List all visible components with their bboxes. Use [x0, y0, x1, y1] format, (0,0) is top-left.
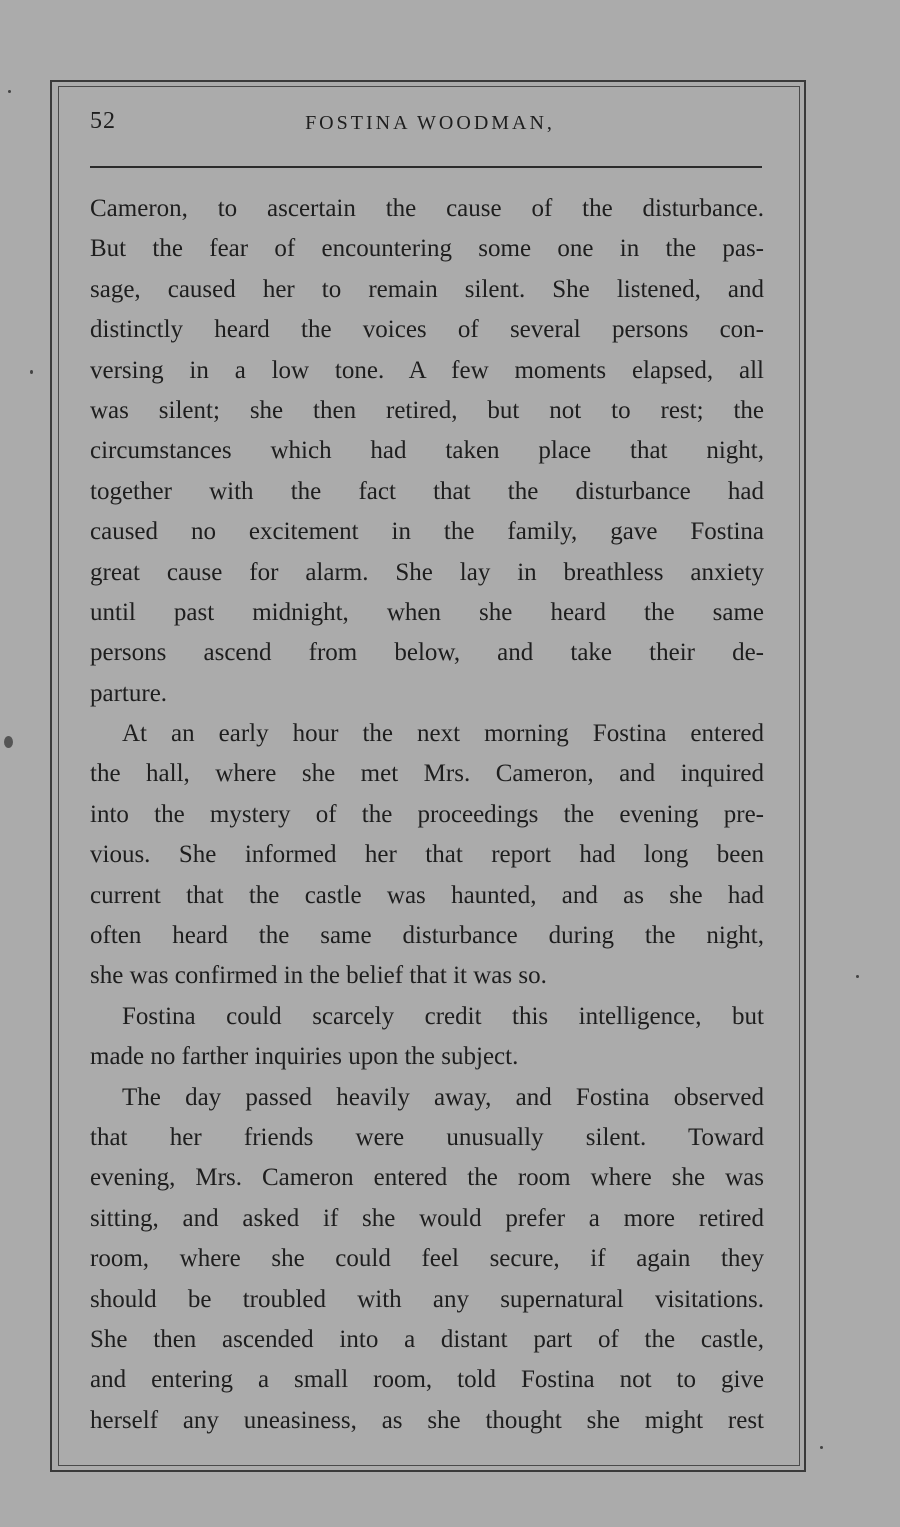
- text-line: made no farther inquiries upon the subject.: [90, 1043, 519, 1071]
- text-line: often heard the same disturbance during the night,: [90, 922, 764, 950]
- header-rule: [90, 166, 762, 168]
- scan-speck: [30, 370, 33, 374]
- text-line: sage, caused her to remain silent. She listened, and: [90, 275, 764, 303]
- text-line: into the mystery of the proceedings the evening pre-: [90, 800, 764, 828]
- text-line: Fostina could scarcely credit this intelligence, but: [122, 1002, 764, 1030]
- text-line: current that the castle was haunted, and as she had: [90, 881, 764, 909]
- text-line: together with the fact that the disturbance had: [90, 477, 764, 505]
- text-line: sitting, and asked if she would prefer a more retired: [90, 1204, 764, 1232]
- text-line: should be troubled with any supernatural visitations.: [90, 1285, 764, 1313]
- text-line: At an early hour the next morning Fostina entered: [122, 720, 764, 748]
- text-line: herself any uneasiness, as she thought she might rest: [90, 1406, 764, 1434]
- text-line: room, where she could feel secure, if again they: [90, 1245, 764, 1273]
- text-line: persons ascend from below, and take their de-: [90, 639, 764, 667]
- body-text: [90, 189, 764, 1441]
- text-line: vious. She informed her that report had long been: [90, 841, 764, 869]
- running-head: FOSTINA WOODMAN,: [305, 112, 555, 134]
- scan-speck: [856, 975, 859, 978]
- scan-speck: [4, 736, 13, 748]
- text-line: that her friends were unusually silent. Toward: [90, 1123, 764, 1151]
- text-line: was silent; she then retired, but not to rest; the: [90, 396, 764, 424]
- text-line: distinctly heard the voices of several persons con-: [90, 316, 764, 344]
- page-number: 52: [90, 108, 116, 134]
- page-header: [90, 108, 762, 144]
- scan-speck: [820, 1446, 823, 1449]
- text-line: until past midnight, when she heard the same: [90, 598, 764, 626]
- text-line: evening, Mrs. Cameron entered the room where she was: [90, 1164, 764, 1192]
- text-line: the hall, where she met Mrs. Cameron, and inquired: [90, 760, 764, 788]
- text-line: she was confirmed in the belief that it was so.: [90, 962, 547, 990]
- text-line: circumstances which had taken place that night,: [90, 437, 764, 465]
- text-line: great cause for alarm. She lay in breathless anxiety: [90, 558, 764, 586]
- text-line: parture.: [90, 679, 168, 707]
- text-line: Cameron, to ascertain the cause of the disturbance.: [90, 195, 764, 222]
- text-line: The day passed heavily away, and Fostina observed: [122, 1083, 764, 1111]
- text-line: But the fear of encountering some one in the pas-: [90, 235, 764, 263]
- text-line: versing in a low tone. A few moments elapsed, all: [90, 356, 764, 384]
- scan-speck: [8, 90, 11, 93]
- text-line: She then ascended into a distant part of the castle,: [90, 1325, 764, 1353]
- text-line: and entering a small room, told Fostina not to give: [90, 1366, 764, 1394]
- text-line: caused no excitement in the family, gave Fostina: [90, 518, 764, 546]
